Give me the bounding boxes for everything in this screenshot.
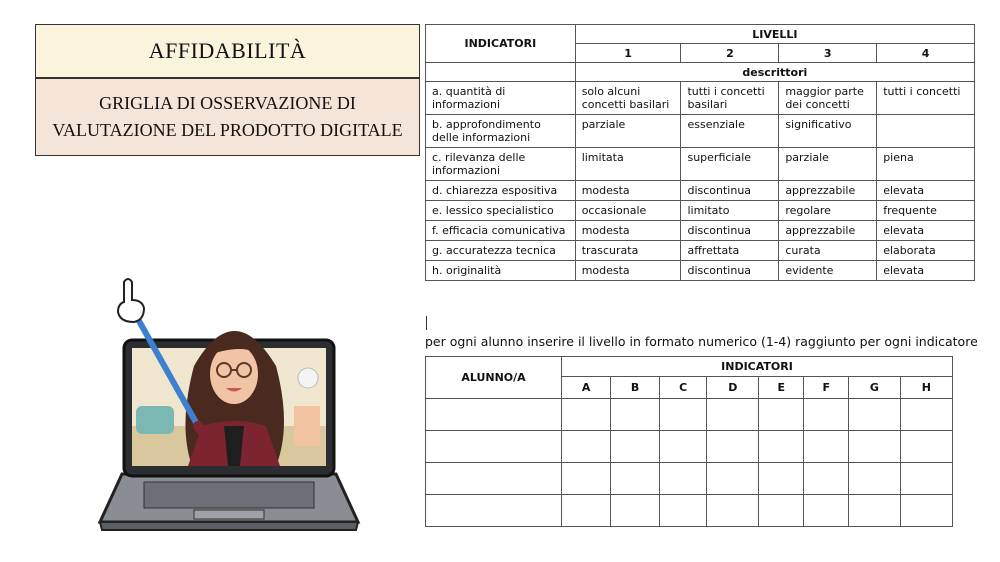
blank-cell — [426, 63, 576, 82]
descriptor-cell: discontinua — [681, 221, 779, 241]
indicator-column-header: H — [900, 377, 952, 399]
descriptor-cell: solo alcuni concetti basilari — [575, 82, 681, 115]
descriptor-cell: apprezzabile — [779, 221, 877, 241]
indicator-column-header: G — [849, 377, 900, 399]
indicator-cell: f. efficacia comunicativa — [426, 221, 576, 241]
score-cell[interactable] — [804, 399, 849, 431]
descriptor-cell: tutti i concetti — [877, 82, 975, 115]
score-cell[interactable] — [849, 431, 900, 463]
score-cell[interactable] — [707, 495, 759, 527]
descriptor-cell — [877, 115, 975, 148]
descriptor-cell: limitato — [681, 201, 779, 221]
descriptor-cell: significativo — [779, 115, 877, 148]
score-cell[interactable] — [804, 463, 849, 495]
score-cell[interactable] — [759, 431, 804, 463]
subtitle-line-2: VALUTAZIONE DEL PRODOTTO DIGITALE — [52, 120, 403, 140]
score-cell[interactable] — [804, 431, 849, 463]
score-cell[interactable] — [659, 399, 706, 431]
descriptor-cell: regolare — [779, 201, 877, 221]
score-cell[interactable] — [804, 495, 849, 527]
student-row — [426, 399, 953, 431]
descriptor-cell: elevata — [877, 261, 975, 281]
indicator-row — [426, 221, 975, 241]
student-row — [426, 463, 953, 495]
indicator-column-header: F — [804, 377, 849, 399]
descriptor-cell: modesta — [575, 261, 681, 281]
indicator-column-header: E — [759, 377, 804, 399]
indicator-cell: c. rilevanza delle informazioni — [426, 148, 576, 181]
page-subtitle — [35, 78, 420, 156]
score-cell[interactable] — [849, 463, 900, 495]
indicator-column-header: C — [659, 377, 706, 399]
score-cell[interactable] — [659, 431, 706, 463]
student-row — [426, 495, 953, 527]
levels-header: LIVELLI — [575, 25, 974, 44]
descriptor-cell: essenziale — [681, 115, 779, 148]
score-cell[interactable] — [659, 463, 706, 495]
student-name-cell[interactable] — [426, 431, 562, 463]
indicator-cell: d. chiarezza espositiva — [426, 181, 576, 201]
indicator-row — [426, 201, 975, 221]
descriptor-cell: maggior parte dei concetti — [779, 82, 877, 115]
evaluation-grid — [425, 24, 975, 281]
descriptor-cell: apprezzabile — [779, 181, 877, 201]
indicators-header: INDICATORI — [426, 25, 576, 63]
score-cell[interactable] — [759, 495, 804, 527]
score-cell[interactable] — [759, 463, 804, 495]
descriptor-cell: superficiale — [681, 148, 779, 181]
level-4-header: 4 — [877, 44, 975, 63]
score-cell[interactable] — [562, 399, 611, 431]
students-indicators-header: INDICATORI — [562, 357, 953, 377]
indicator-column-header: A — [562, 377, 611, 399]
indicator-row — [426, 115, 975, 148]
indicator-row — [426, 261, 975, 281]
score-cell[interactable] — [707, 431, 759, 463]
indicator-row — [426, 148, 975, 181]
indicator-column-header: D — [707, 377, 759, 399]
descriptor-cell: discontinua — [681, 181, 779, 201]
student-name-cell[interactable] — [426, 495, 562, 527]
indicator-row — [426, 181, 975, 201]
descriptor-cell: piena — [877, 148, 975, 181]
page-title: AFFIDABILITÀ — [35, 24, 420, 78]
score-cell[interactable] — [900, 495, 952, 527]
student-name-cell[interactable] — [426, 399, 562, 431]
student-header: ALUNNO/A — [426, 357, 562, 399]
student-name-cell[interactable] — [426, 463, 562, 495]
level-2-header: 2 — [681, 44, 779, 63]
descriptor-cell: frequente — [877, 201, 975, 221]
descriptor-cell: discontinua — [681, 261, 779, 281]
score-cell[interactable] — [849, 399, 900, 431]
indicator-row — [426, 82, 975, 115]
text-caret — [426, 316, 427, 330]
score-cell[interactable] — [659, 495, 706, 527]
score-cell[interactable] — [900, 463, 952, 495]
descriptor-cell: parziale — [779, 148, 877, 181]
descriptor-cell: modesta — [575, 221, 681, 241]
descriptor-cell: trascurata — [575, 241, 681, 261]
descriptor-cell: modesta — [575, 181, 681, 201]
score-cell[interactable] — [611, 399, 660, 431]
score-cell[interactable] — [562, 495, 611, 527]
descriptor-cell: tutti i concetti basilari — [681, 82, 779, 115]
score-cell[interactable] — [562, 463, 611, 495]
score-cell[interactable] — [900, 399, 952, 431]
indicator-cell: a. quantità di informazioni — [426, 82, 576, 115]
teacher-avatar-laptop-icon — [94, 276, 364, 536]
score-cell[interactable] — [562, 431, 611, 463]
descriptor-cell: elevata — [877, 221, 975, 241]
score-cell[interactable] — [707, 399, 759, 431]
student-row — [426, 431, 953, 463]
instruction-note: per ogni alunno inserire il livello in formato numerico (1-4) raggiunto per ogni indicatore — [425, 334, 978, 349]
indicator-column-header: B — [611, 377, 660, 399]
descriptor-cell: affrettata — [681, 241, 779, 261]
score-cell[interactable] — [759, 399, 804, 431]
student-scores-table — [425, 356, 953, 527]
score-cell[interactable] — [707, 463, 759, 495]
level-1-header: 1 — [575, 44, 681, 63]
score-cell[interactable] — [849, 495, 900, 527]
descriptor-cell: parziale — [575, 115, 681, 148]
score-cell[interactable] — [900, 431, 952, 463]
subtitle-line-1: GRIGLIA DI OSSERVAZIONE DI — [99, 93, 356, 113]
indicator-cell: g. accuratezza tecnica — [426, 241, 576, 261]
score-cell[interactable] — [611, 431, 660, 463]
descriptors-header: descrittori — [575, 63, 974, 82]
descriptor-cell: elaborata — [877, 241, 975, 261]
indicator-row — [426, 241, 975, 261]
indicator-cell: b. approfondimento delle informazioni — [426, 115, 576, 148]
score-cell[interactable] — [611, 495, 660, 527]
descriptor-cell: curata — [779, 241, 877, 261]
descriptor-cell: evidente — [779, 261, 877, 281]
indicator-cell: h. originalità — [426, 261, 576, 281]
descriptor-cell: limitata — [575, 148, 681, 181]
indicator-cell: e. lessico specialistico — [426, 201, 576, 221]
descriptor-cell: occasionale — [575, 201, 681, 221]
descriptor-cell: elevata — [877, 181, 975, 201]
score-cell[interactable] — [611, 463, 660, 495]
level-3-header: 3 — [779, 44, 877, 63]
